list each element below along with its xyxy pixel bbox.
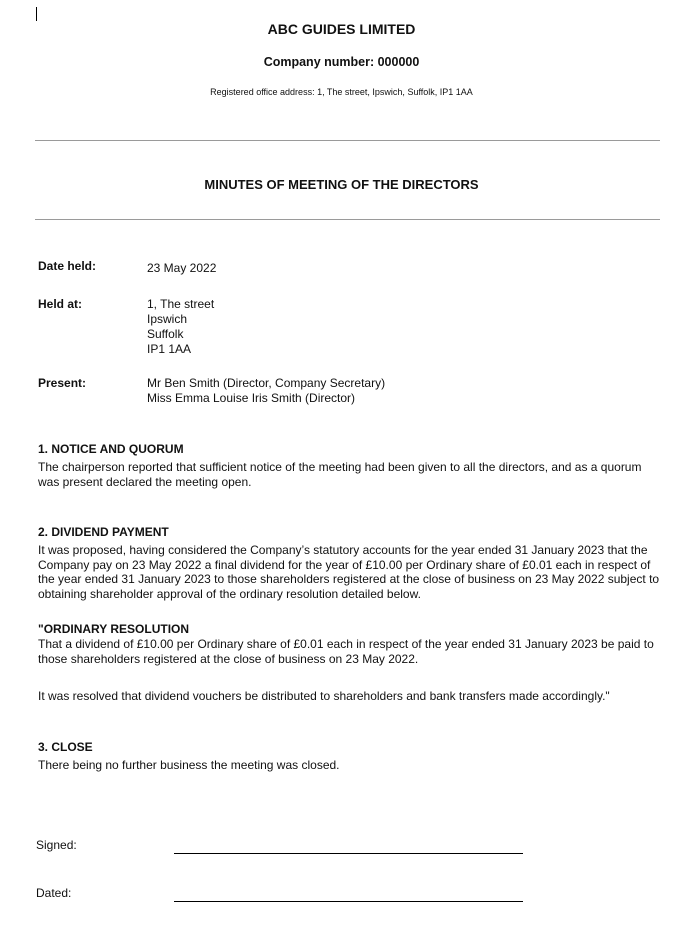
company-name: ABC GUIDES LIMITED bbox=[267, 21, 416, 37]
signed-label: Signed: bbox=[36, 838, 77, 852]
resolution-body: That a dividend of £10.00 per Ordinary share of £0.01 each in respect of the year ended 31 January 2023 be paid to those shareholders registered at the close of business on 23 May 2022. bbox=[38, 637, 654, 666]
registered-office: Registered office address: 1, The street, Ipswich, Suffolk, IP1 1AA bbox=[210, 87, 473, 97]
divider-bottom bbox=[35, 219, 660, 220]
address-line: IP1 1AA bbox=[147, 342, 192, 356]
dividend-body: It was proposed, having considered the Company’s statutory accounts for the year ended 31 January 2023 that the Company pay on 23 May 2022 a final dividend for the year of £10.00 per Ordinary share of £0.01 each in respect of the year ended 31 January 2023 to those shareholders registered at the close of business on 23 May 2022 subject to obtaining shareholder approval of the ordinary resolution detailed below. bbox=[38, 543, 660, 601]
dated-label: Dated: bbox=[36, 886, 72, 900]
present-list bbox=[147, 376, 385, 406]
date-held-value: 23 May 2022 bbox=[147, 261, 217, 275]
attendee: Mr Ben Smith (Director, Company Secretary) bbox=[147, 376, 386, 390]
notice-body: The chairperson reported that sufficient notice of the meeting had been given to all the directors, and as a quorum was present declared the meeting open. bbox=[38, 460, 642, 489]
dividend-heading: 2. DIVIDEND PAYMENT bbox=[38, 525, 169, 539]
dated-line[interactable] bbox=[174, 901, 523, 902]
signed-line[interactable] bbox=[174, 853, 523, 854]
attendee: Miss Emma Louise Iris Smith (Director) bbox=[147, 391, 356, 405]
divider-top bbox=[35, 140, 660, 141]
notice-heading: 1. NOTICE AND QUORUM bbox=[38, 442, 184, 456]
resolution-heading: "ORDINARY RESOLUTION bbox=[38, 622, 190, 636]
company-number: Company number: 000000 bbox=[263, 55, 420, 69]
address-line: Suffolk bbox=[147, 327, 184, 341]
held-at-label: Held at: bbox=[38, 297, 83, 311]
document-title: MINUTES OF MEETING OF THE DIRECTORS bbox=[204, 177, 479, 192]
present-label: Present: bbox=[38, 376, 87, 390]
text-cursor bbox=[36, 7, 37, 21]
close-body: There being no further business the meeting was closed. bbox=[38, 758, 340, 772]
address-line: 1, The street bbox=[147, 297, 215, 311]
close-heading: 3. CLOSE bbox=[38, 740, 93, 754]
address-line: Ipswich bbox=[147, 312, 188, 326]
resolution-resolved: It was resolved that dividend vouchers be distributed to shareholders and bank transfers made accordingly." bbox=[38, 689, 610, 703]
date-held-label: Date held: bbox=[38, 259, 97, 273]
held-at-address bbox=[147, 297, 214, 357]
